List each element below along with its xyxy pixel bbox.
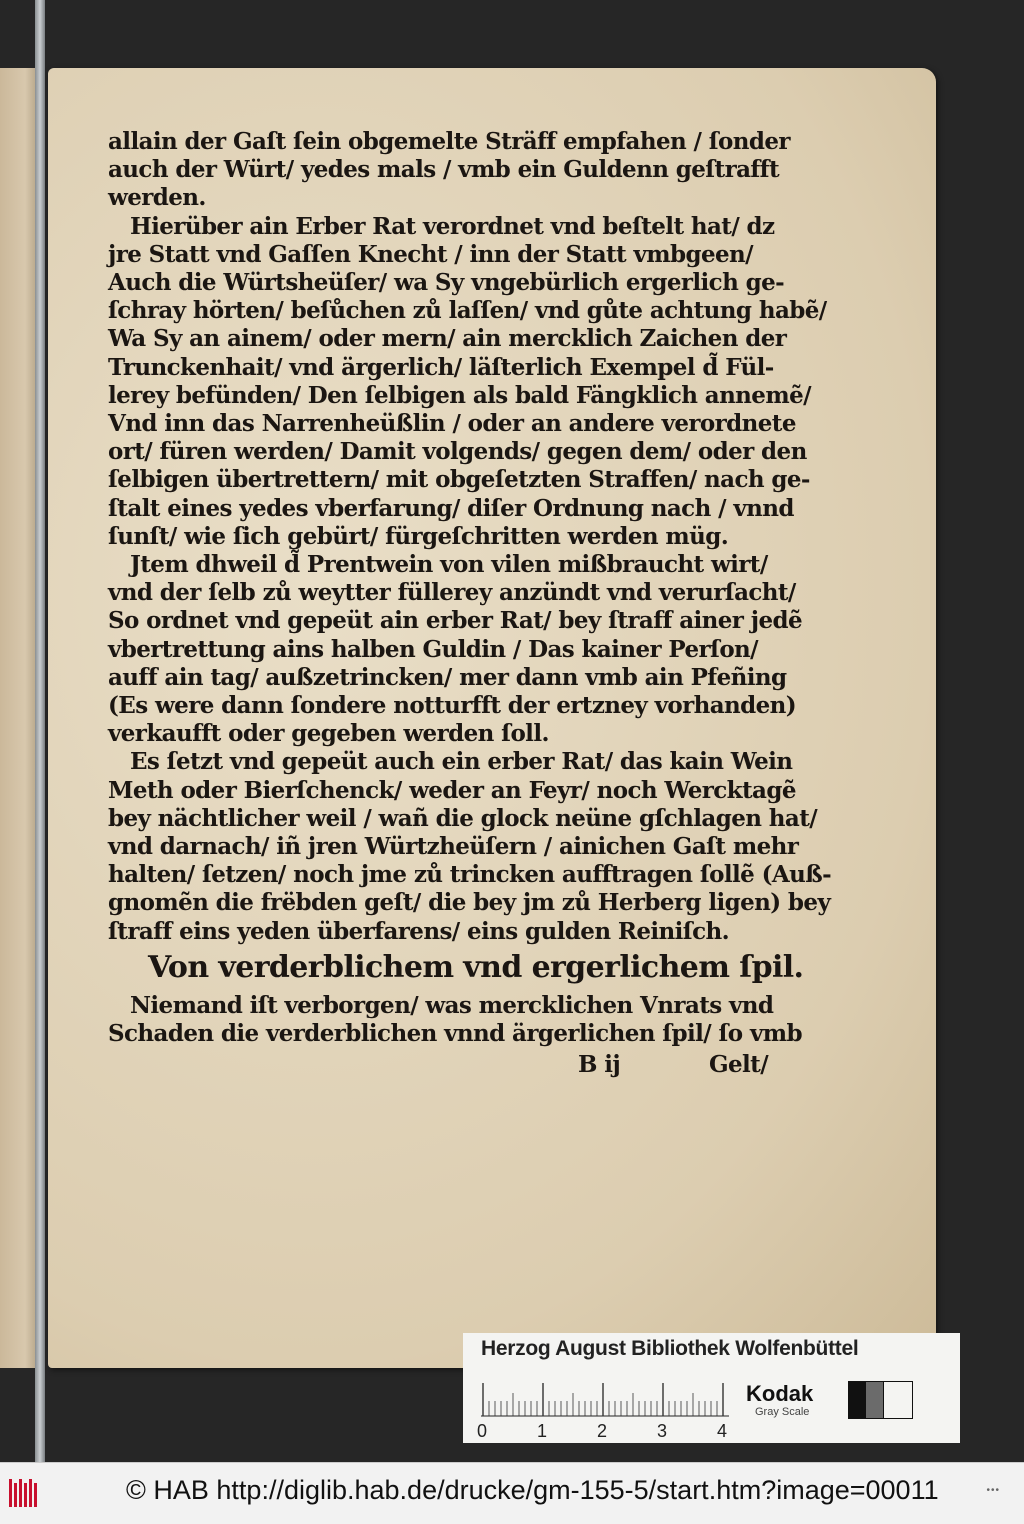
text-line: Auch die Würtsheüſer/ wa Sy vngebürlich ergerlich ge-: [108, 269, 785, 297]
text-line: verkaufft oder gegeben werden ſoll.: [108, 720, 549, 748]
text-line: Schaden die verderblichen vnnd ärgerlichen ſpil/ ſo vmb: [108, 1020, 802, 1048]
text-line: jre Statt vnd Gaſſen Knecht / inn der Statt vmbgeen/: [108, 240, 753, 268]
text-line: Meth oder Bierſchenck/ weder an Feyr/ noch Wercktagẽ: [108, 776, 796, 804]
body-lines-after: [108, 992, 802, 1048]
copyright-link[interactable]: © HAB http://diglib.hab.de/drucke/gm-155-5/start.htm?image=00011: [126, 1475, 939, 1505]
kodak-logo: Kodak: [746, 1381, 814, 1406]
text-line: ſchray hörten/ beſůchen zů laſſen/ vnd gůte achtung habẽ/: [108, 297, 827, 325]
ruler-number: 0: [477, 1421, 488, 1441]
text-line: ort/ füren werden/ Damit volgends/ gegen dem/ oder den: [108, 438, 807, 466]
text-line: auch der Würt/ yedes mals / vmb ein Guldenn geſtrafft: [108, 156, 780, 184]
text-line: Niemand iſt verborgen/ was mercklichen Vnrats vnd: [130, 992, 774, 1020]
text-line: Wa Sy an ainem/ oder mern/ ain mercklich Zaichen der: [108, 325, 787, 353]
section-heading: Von verderblichem vnd ergerlichem ſpil.: [148, 949, 804, 985]
text-line: Es ſetzt vnd gepeüt auch ein erber Rat/ das kain Wein: [130, 748, 793, 776]
signature-line: [108, 1051, 768, 1079]
text-line: ſtraff eins yeden überfarens/ eins gulden Reiniſch.: [108, 917, 730, 945]
text-line: vnd der ſelb zů weytter füllerey anzündt vnd verurſacht/: [108, 579, 796, 607]
text-line: vnd darnach/ iñ jren Würtzheüſern / ainichen Gaſt mehr: [108, 833, 799, 861]
gray-swatch: [865, 1381, 885, 1419]
text-line: Vnd inn das Narrenheüßlin / oder an andere verordnete: [108, 410, 796, 438]
text-line: bey nächtlicher weil / wañ die glock neüne gſchlagen hat/: [108, 804, 818, 832]
footer-bar: [0, 1462, 1024, 1524]
text-line: auff ain tag/ außzetrincken/ mer dann vmb ain Pfeñing: [108, 663, 787, 691]
ruler-number: 1: [537, 1421, 548, 1441]
color-calibration-card: [463, 1333, 960, 1443]
text-line: lerey befünden/ Den ſelbigen als bald Fängklich annemẽ/: [108, 381, 811, 409]
text-line: (Es were dann ſondere notturfft der ertzney vorhanden): [108, 692, 797, 720]
ruler-number: 4: [717, 1421, 728, 1441]
text-line: So ordnet vnd gepeüt ain erber Rat/ bey ſtraff ainer jedẽ: [108, 607, 802, 635]
text-line: ſtalt eines yedes vberfarung/ diſer Ordnung nach / vnnd: [108, 494, 794, 522]
catchword: Gelt/: [708, 1050, 768, 1078]
signature-mark: B ij: [578, 1050, 621, 1078]
ruler-number: 2: [597, 1421, 608, 1441]
ruler-scale: [481, 1383, 729, 1417]
text-line: allain der Gaſt ſein obgemelte Sträff empfahen / ſonder: [108, 128, 790, 155]
ruler-number: 3: [657, 1421, 668, 1441]
text-line: ſelbigen übertrettern/ mit obgeſetzten Straffen/ nach ge-: [108, 466, 810, 494]
text-line: vbertrettung ains halben Guldin / Das kainer Perſon/: [108, 635, 758, 663]
text-line: Jtem dhweil d̃ Prentwein von vilen mißbraucht wirt/: [130, 551, 768, 579]
text-line: Hierüber ain Erber Rat verordnet vnd beſtelt hat/ dz: [130, 212, 775, 240]
text-line: ſunſt/ wie ſich gebürt/ fürgeſchritten werden müg.: [108, 522, 729, 550]
text-line: Trunckenhait/ vnd ärgerlich/ läſterlich Exempel d̃ Fül-: [108, 353, 774, 381]
binding-strip: [35, 0, 45, 1462]
text-line: halten/ ſetzen/ noch jme zů trincken aufftragen ſollẽ (Auß-: [108, 861, 832, 889]
ruler-numbers: [477, 1421, 739, 1441]
gray-scale-label: Gray Scale: [755, 1406, 810, 1418]
library-name: Herzog August Bibliothek Wolfenbüttel: [481, 1337, 859, 1360]
more-menu-icon[interactable]: •••: [986, 1485, 1000, 1496]
text-line: gnomẽn die frëbden geſt/ die bey jm zů Herberg ligen) bey: [108, 889, 831, 917]
gray-swatch: [883, 1381, 913, 1419]
hab-logo-icon[interactable]: [8, 1479, 38, 1507]
text-line: werden.: [108, 184, 206, 212]
page-text: [108, 128, 832, 1079]
body-lines: [108, 128, 832, 946]
